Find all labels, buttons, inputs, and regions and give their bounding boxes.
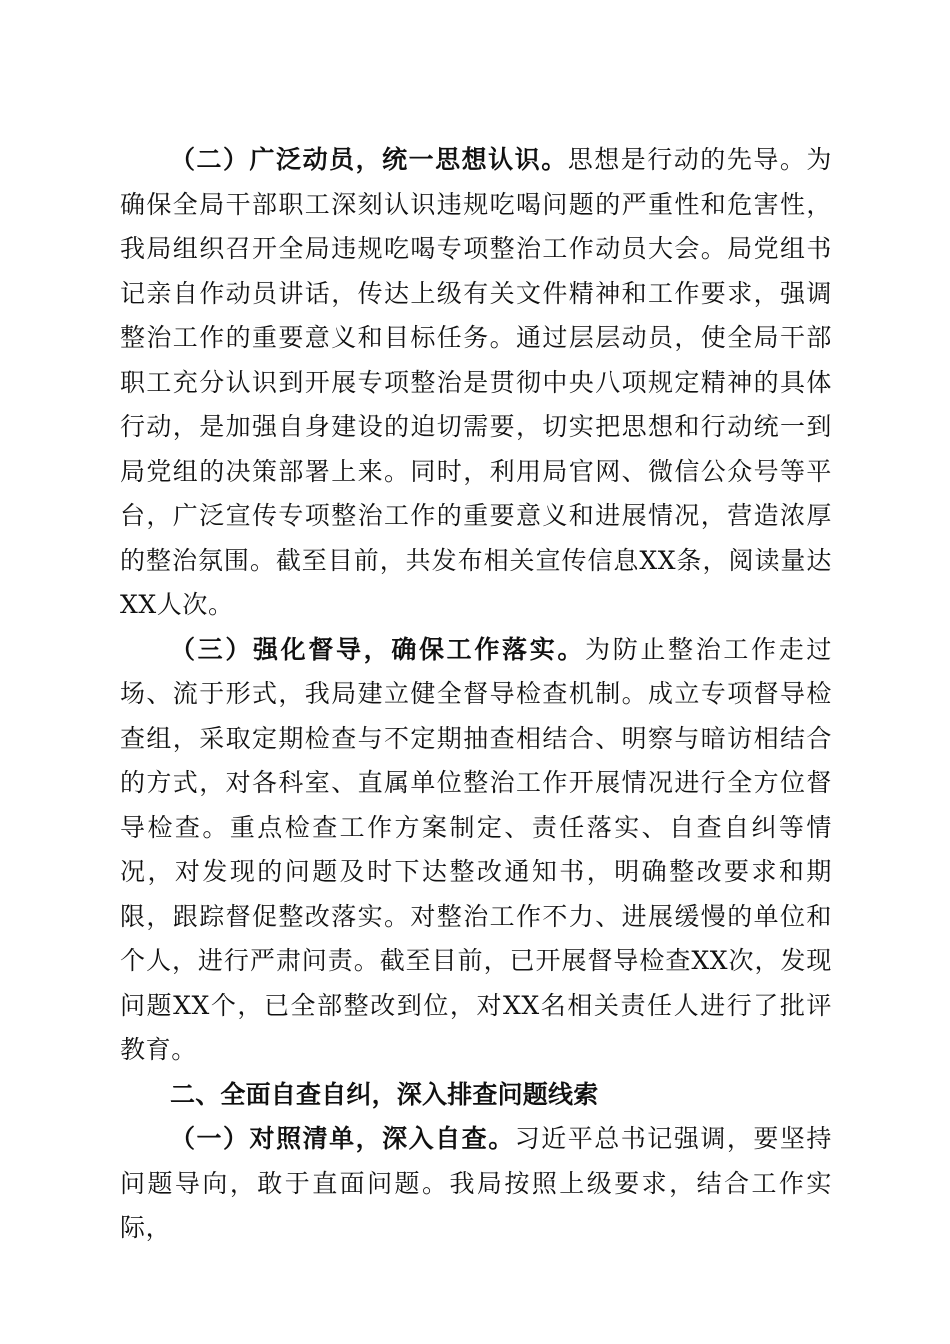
paragraph-supervision — [120, 628, 832, 1073]
paragraph-body: 思想是行动的先导。为确保全局干部职工深刻认识违规吃喝问题的严重性和危害性，我局组织召开全局违规吃喝专项整治工作动员大会。局党组书记亲自作动员讲话，传达上级有关文件精神和工作要求，强调整治工作的重要意义和目标任务。通过层层动员，使全局干部职工充分认识到开展专项整治是贯彻中央八项规定精神的具体行动，是加强自身建设的迫切需要，切实把思想和行动统一到局党组的决策部署上来。同时，利用局官网、微信公众号等平台，广泛宣传专项整治工作的重要意义和进展情况，营造浓厚的整治氛围。截至目前，共发布相关宣传信息XX条，阅读量达XX人次。 — [120, 145, 832, 619]
paragraph-body: 为防止整治工作走过场、流于形式，我局建立健全督导检查机制。成立专项督导检查组，采取定期检查与不定期抽查相结合、明察与暗访相结合的方式，对各科室、直属单位整治工作开展情况进行全方位督导检查。重点检查工作方案制定、责任落实、自查自纠等情况，对发现的问题及时下达整改通知书，明确整改要求和期限，跟踪督促整改落实。对整治工作不力、进展缓慢的单位和个人，进行严肃问责。截至目前，已开展督导检查XX次，发现问题XX个，已全部整改到位，对XX名相关责任人进行了批评教育。 — [120, 634, 832, 1064]
paragraph-mobilization — [120, 138, 832, 628]
paragraph-self-check — [120, 1117, 832, 1251]
paragraph-lead: （二）广泛动员，统一思想认识。 — [170, 145, 568, 174]
paragraph-lead: （三）强化督导，确保工作落实。 — [170, 634, 586, 664]
paragraph-body: 习近平总书记强调，要坚持问题导向，敢于直面问题。我局按照上级要求，结合工作实际， — [120, 1124, 832, 1242]
paragraph-lead: （一）对照清单，深入自查。 — [170, 1124, 515, 1153]
document-page — [120, 138, 832, 1251]
section-heading: 二、全面自查自纠，深入排查问题线索 — [170, 1079, 599, 1109]
